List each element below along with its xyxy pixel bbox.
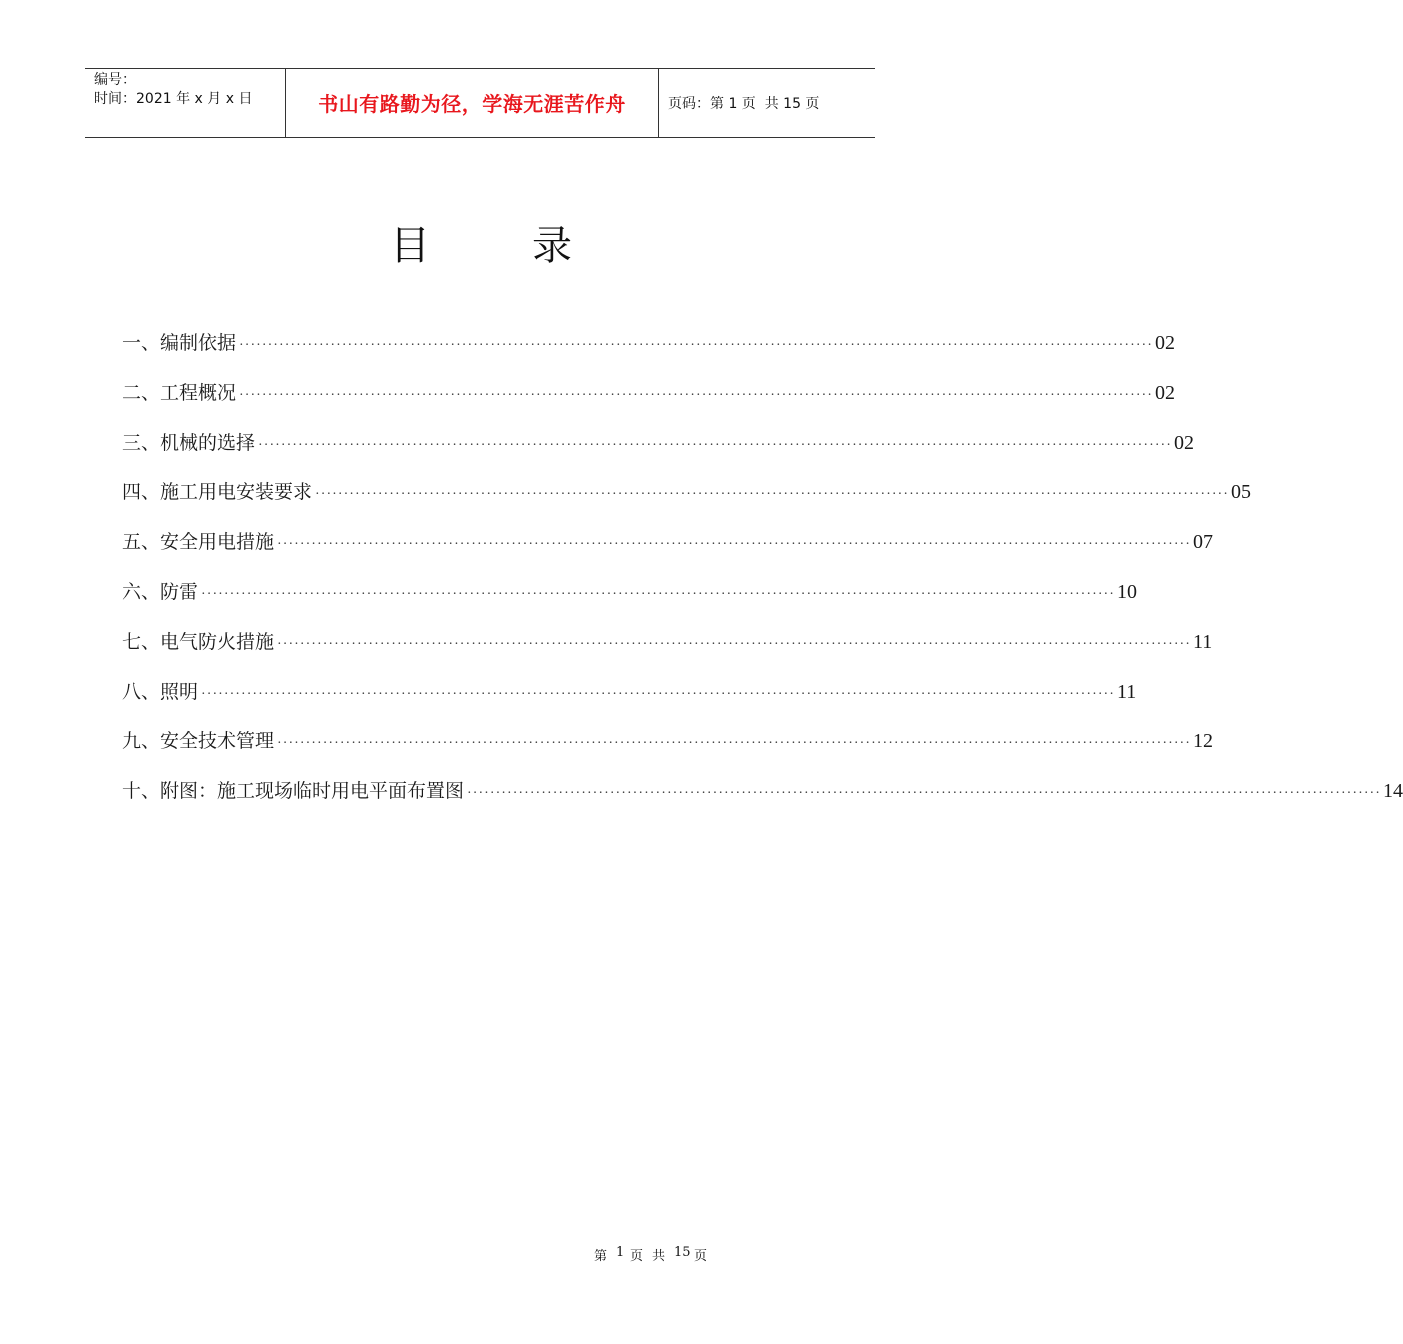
toc-entry[interactable] bbox=[122, 573, 1137, 623]
toc-entry[interactable] bbox=[122, 523, 1213, 573]
footer-total-pages: 15 bbox=[674, 1245, 691, 1260]
toc-dot-leader: ································································································································································ bbox=[239, 387, 1153, 403]
toc-entry-label: 九、安全技术管理 bbox=[122, 730, 275, 753]
toc-entry-label: 一、编制依据 bbox=[122, 332, 237, 354]
footer-di: 第 bbox=[594, 1249, 608, 1264]
document-header bbox=[85, 68, 875, 138]
header-meta-cell bbox=[85, 69, 285, 137]
footer-ye: 页 bbox=[630, 1249, 644, 1264]
toc-entry[interactable] bbox=[122, 722, 1213, 772]
header-page-info: 页码：第 1 页 共 15 页 bbox=[668, 96, 820, 112]
footer-ye-2: 页 bbox=[694, 1249, 708, 1264]
toc-entry[interactable] bbox=[122, 772, 1403, 822]
toc-entry-page-number: 11 bbox=[1116, 680, 1137, 703]
toc-dot-leader: ································································································································································ bbox=[277, 636, 1191, 652]
toc-entry-label: 七、电气防火措施 bbox=[122, 630, 275, 653]
toc-entry-page-number: 14 bbox=[1382, 780, 1403, 803]
table-of-contents bbox=[122, 324, 1403, 822]
toc-entry-label: 六、防雷 bbox=[122, 580, 199, 603]
toc-entry-label: 四、施工用电安装要求 bbox=[122, 481, 313, 504]
toc-entry-page-number: 11 bbox=[1192, 630, 1213, 653]
toc-entry-label: 八、照明 bbox=[122, 680, 199, 703]
toc-entry[interactable] bbox=[122, 473, 1251, 523]
toc-entry-page-number: 12 bbox=[1192, 730, 1213, 753]
toc-entry[interactable] bbox=[122, 324, 1175, 374]
footer-gong: 共 bbox=[652, 1249, 666, 1264]
toc-dot-leader: ································································································································································ bbox=[258, 437, 1172, 453]
header-motto: 书山有路勤为径，学海无涯苦作舟 bbox=[318, 91, 626, 116]
footer-current-page: 1 bbox=[616, 1245, 625, 1260]
toc-dot-leader: ································································································································································ bbox=[467, 786, 1381, 802]
toc-entry-label: 三、机械的选择 bbox=[122, 431, 256, 454]
toc-dot-leader: ································································································································································ bbox=[315, 487, 1229, 503]
toc-entry-page-number: 10 bbox=[1116, 580, 1137, 603]
header-page-cell bbox=[659, 69, 875, 137]
toc-entry[interactable] bbox=[122, 623, 1213, 673]
toc-dot-leader: ································································································································································ bbox=[201, 686, 1115, 702]
toc-dot-leader: ································································································································································ bbox=[201, 586, 1115, 602]
toc-entry[interactable] bbox=[122, 424, 1194, 474]
toc-entry-label: 十、附图：施工现场临时用电平面布置图 bbox=[122, 780, 465, 803]
toc-entry-page-number: 05 bbox=[1230, 481, 1251, 504]
toc-entry-page-number: 02 bbox=[1154, 381, 1175, 404]
serial-number-label: 编号： bbox=[94, 72, 136, 88]
toc-entry[interactable] bbox=[122, 673, 1137, 723]
toc-entry-page-number: 02 bbox=[1154, 332, 1175, 354]
toc-entry-label: 二、工程概况 bbox=[122, 381, 237, 404]
header-motto-cell bbox=[285, 69, 659, 137]
toc-dot-leader: ································································································································································ bbox=[277, 736, 1191, 752]
date-label: 时间：2021 年 x 月 x 日 bbox=[94, 91, 253, 107]
toc-title-char-2: 录 bbox=[532, 223, 572, 269]
toc-entry-label: 五、安全用电措施 bbox=[122, 531, 275, 554]
toc-dot-leader: ································································································································································ bbox=[277, 537, 1191, 553]
toc-entry-page-number: 07 bbox=[1192, 531, 1213, 554]
toc-title-char-1: 目 bbox=[390, 223, 430, 269]
toc-entry-page-number: 02 bbox=[1173, 431, 1194, 454]
toc-title bbox=[0, 214, 950, 278]
toc-dot-leader: ································································································································································ bbox=[239, 338, 1153, 353]
toc-entry[interactable] bbox=[122, 374, 1175, 424]
